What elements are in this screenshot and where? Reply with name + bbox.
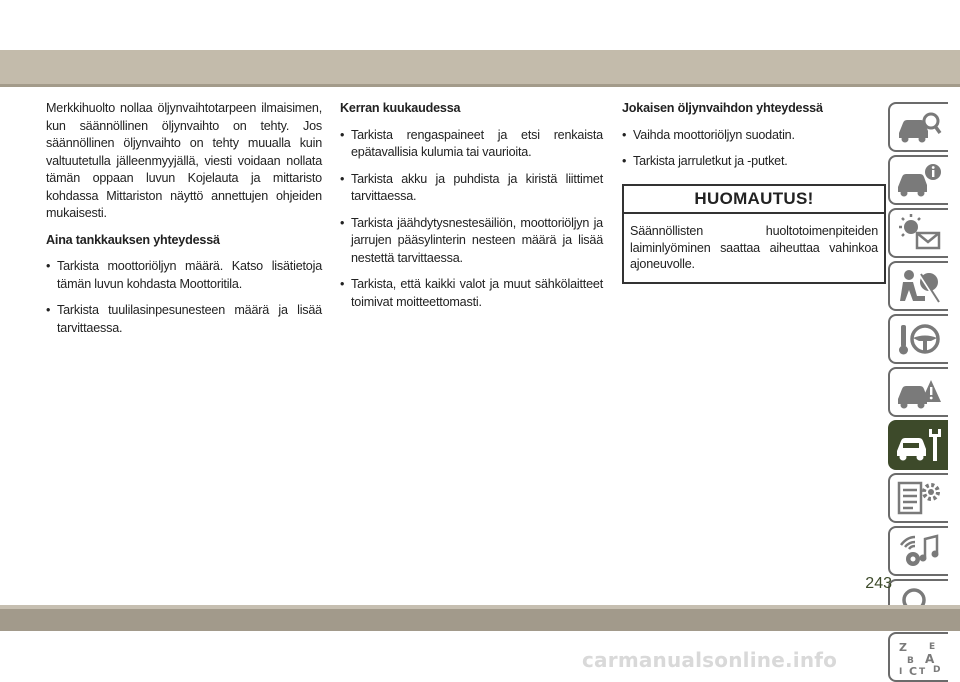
list-item: • Tarkista moottoriöljyn määrä. Katso lisätietoja tämän luvun kohdasta Moottoritila. xyxy=(46,258,322,293)
list-item: • Tarkista akku ja puhdista ja kiristä liittimet tarvittaessa. xyxy=(340,171,603,206)
list-item: • Tarkista jäähdytysnestesäiliön, moottoriöljyn ja jarrujen pääsylinterin nesteen määrä ja lisää nestettä tarvittaessa. xyxy=(340,215,603,268)
multimedia-icon[interactable] xyxy=(888,526,948,576)
header-band xyxy=(0,50,960,87)
car-info-icon[interactable] xyxy=(888,155,948,205)
svg-text:E: E xyxy=(929,642,936,652)
list-item: • Tarkista jarruletkut ja -putket. xyxy=(622,153,886,171)
section-heading-refuel: Aina tankkauksen yhteydessä xyxy=(46,232,220,247)
list-item: • Tarkista tuulilasinpesunesteen määrä ja lisää tarvittaessa. xyxy=(46,302,322,337)
refuel-checklist xyxy=(46,258,322,337)
svg-text:A: A xyxy=(925,652,935,666)
airbag-seatbelt-icon[interactable] xyxy=(888,261,948,311)
steering-wheel-key-icon[interactable] xyxy=(888,314,948,364)
page-number: 243 xyxy=(865,575,892,592)
intro-paragraph: Merkkihuolto nollaa öljynvaihtotarpeen ilmaisimen, kun säännöllinen öljynvaihto on tehty. Jos säännöllinen öljynvaihto on tehty muualla kuin valtuutetulla jälleenmyyjällä, viesti voidaan nollata tämän oppaan luvun Kojelauta ja mittaristo kohdassa Mittariston näyttö annettujen ohjeiden mukaisesti. xyxy=(46,101,322,220)
notice-box xyxy=(622,184,886,284)
notice-title: HUOMAUTUS! xyxy=(624,186,884,215)
svg-text:D: D xyxy=(933,665,941,675)
column-3 xyxy=(622,100,886,284)
svg-text:T: T xyxy=(919,667,926,677)
footer-band xyxy=(0,605,960,631)
column-1 xyxy=(46,100,322,346)
specs-gear-icon[interactable] xyxy=(888,473,948,523)
light-message-icon[interactable] xyxy=(888,208,948,258)
svg-text:B: B xyxy=(907,656,914,666)
svg-text:C: C xyxy=(909,665,918,677)
oil-change-checklist xyxy=(622,127,886,171)
section-heading-oil-change: Jokaisen öljynvaihdon yhteydessä xyxy=(622,101,823,115)
watermark: carmanualsonline.info xyxy=(582,648,838,672)
section-heading-monthly: Kerran kuukaudessa xyxy=(340,101,461,115)
svg-text:Z: Z xyxy=(899,641,907,654)
list-item: • Vaihda moottoriöljyn suodatin. xyxy=(622,127,886,145)
car-wrench-icon[interactable] xyxy=(888,420,948,470)
notice-body: Säännöllisten huoltotoimenpiteiden laiminlyöminen saattaa aiheuttaa vahinkoa ajoneuvolle. xyxy=(630,224,878,271)
column-2 xyxy=(340,100,603,320)
car-warning-icon[interactable] xyxy=(888,367,948,417)
car-search-icon[interactable] xyxy=(888,102,948,152)
list-item: • Tarkista, että kaikki valot ja muut sähkölaitteet toimivat moitteettomasti. xyxy=(340,276,603,311)
list-item: • Tarkista rengaspaineet ja etsi renkaista epätavallisia kulumia tai vaurioita. xyxy=(340,127,603,162)
svg-text:I: I xyxy=(899,667,903,677)
monthly-checklist xyxy=(340,127,603,312)
